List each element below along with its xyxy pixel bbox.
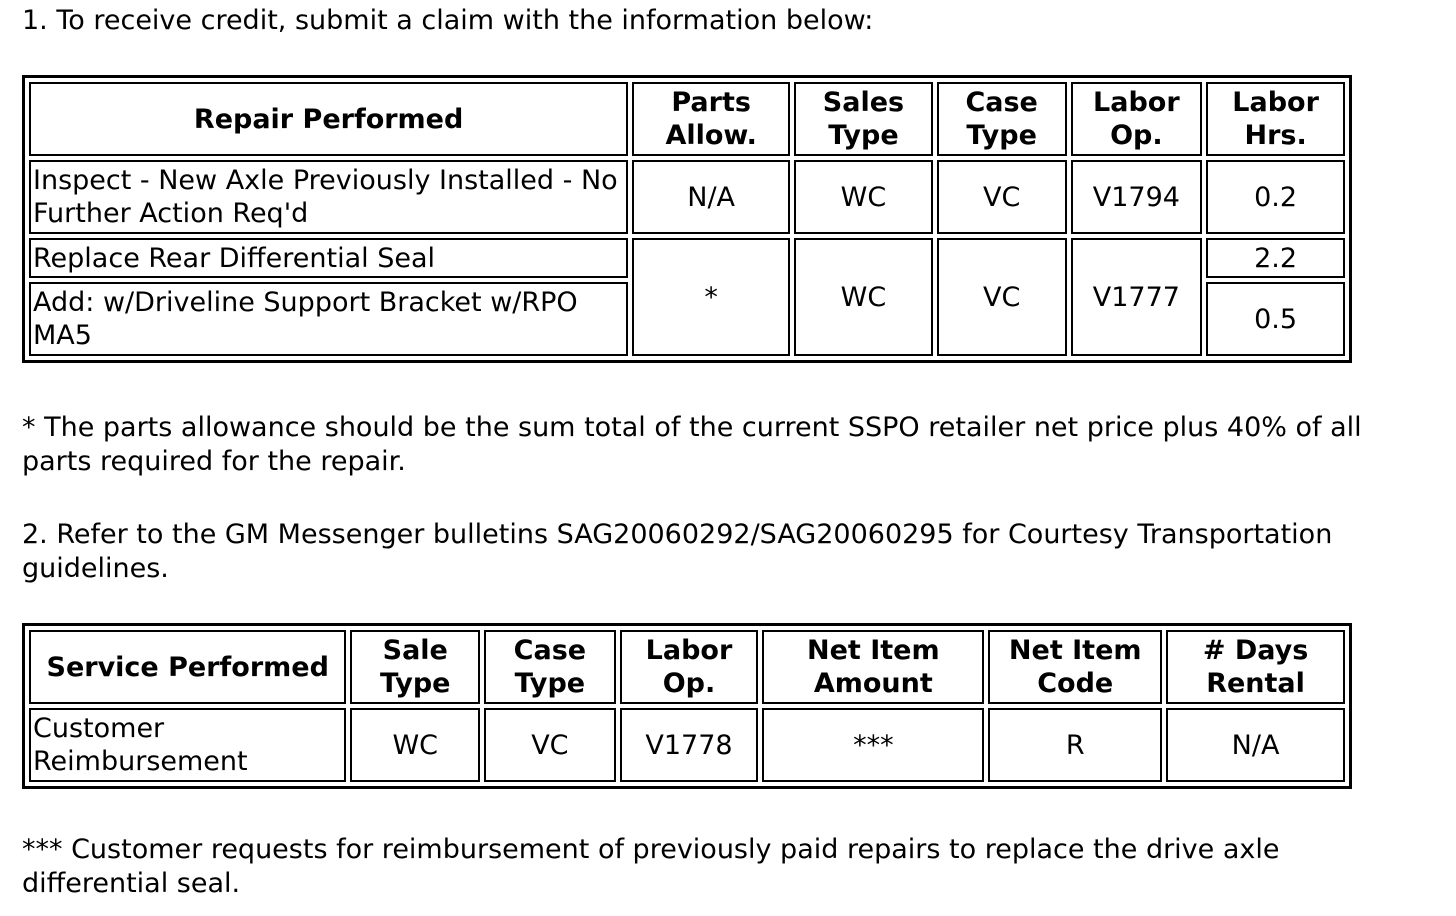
header-sale-type: Sale Type <box>350 630 480 704</box>
cell-sales-type: WC <box>794 160 933 234</box>
header-case-type: Case Type <box>937 82 1067 156</box>
header-case-type: Case Type <box>484 630 616 704</box>
repair-table <box>22 75 1352 363</box>
intro-instruction: 1. To receive credit, submit a claim with the information below: <box>22 5 874 36</box>
cell-days-rental: N/A <box>1166 708 1345 782</box>
cell-case-type: VC <box>937 238 1067 356</box>
header-net-item-code: Net Item Code <box>988 630 1162 704</box>
header-sales-type: Sales Type <box>794 82 933 156</box>
cell-labor-op: V1777 <box>1071 238 1203 356</box>
header-labor-hrs: Labor Hrs. <box>1206 82 1345 156</box>
cell-labor-hrs: 2.2 <box>1206 238 1345 278</box>
cell-service: Customer Reimbursement <box>29 708 346 782</box>
cell-parts: * <box>632 238 790 356</box>
cell-labor-op: V1778 <box>620 708 759 782</box>
table-row <box>29 708 1345 782</box>
table-row <box>29 160 1345 234</box>
service-table <box>22 623 1352 789</box>
cell-net-item-amount: *** <box>762 708 984 782</box>
header-service-performed: Service Performed <box>29 630 346 704</box>
table-row <box>29 238 1345 278</box>
header-days-rental: # Days Rental <box>1166 630 1345 704</box>
header-labor-op: Labor Op. <box>620 630 759 704</box>
service-table-header-row <box>29 630 1345 704</box>
cell-labor-op: V1794 <box>1071 160 1203 234</box>
cell-labor-hrs: 0.2 <box>1206 160 1345 234</box>
header-net-item-amount: Net Item Amount <box>762 630 984 704</box>
cell-parts: N/A <box>632 160 790 234</box>
header-repair-performed: Repair Performed <box>29 82 628 156</box>
cell-case-type: VC <box>484 708 616 782</box>
header-parts-allowance: Parts Allow. <box>632 82 790 156</box>
header-labor-op: Labor Op. <box>1071 82 1203 156</box>
parts-allowance-note: * The parts allowance should be the sum total of the current SSPO retailer net price plus 40% of all parts required for the repair. <box>22 412 1362 477</box>
cell-case-type: VC <box>937 160 1067 234</box>
reimbursement-note: *** Customer requests for reimbursement of previously paid repairs to replace the drive axle differential seal. <box>22 834 1280 899</box>
cell-labor-hrs: 0.5 <box>1206 282 1345 356</box>
cell-sale-type: WC <box>350 708 480 782</box>
cell-repair: Replace Rear Differential Seal <box>29 238 628 278</box>
courtesy-transportation-note: 2. Refer to the GM Messenger bulletins SAG20060292/SAG20060295 for Courtesy Transportation guidelines. <box>22 519 1333 584</box>
cell-sales-type: WC <box>794 238 933 356</box>
repair-table-header-row <box>29 82 1345 156</box>
cell-repair: Inspect - New Axle Previously Installed - No Further Action Req'd <box>29 160 628 234</box>
cell-repair: Add: w/Driveline Support Bracket w/RPO MA5 <box>29 282 628 356</box>
cell-net-item-code: R <box>988 708 1162 782</box>
